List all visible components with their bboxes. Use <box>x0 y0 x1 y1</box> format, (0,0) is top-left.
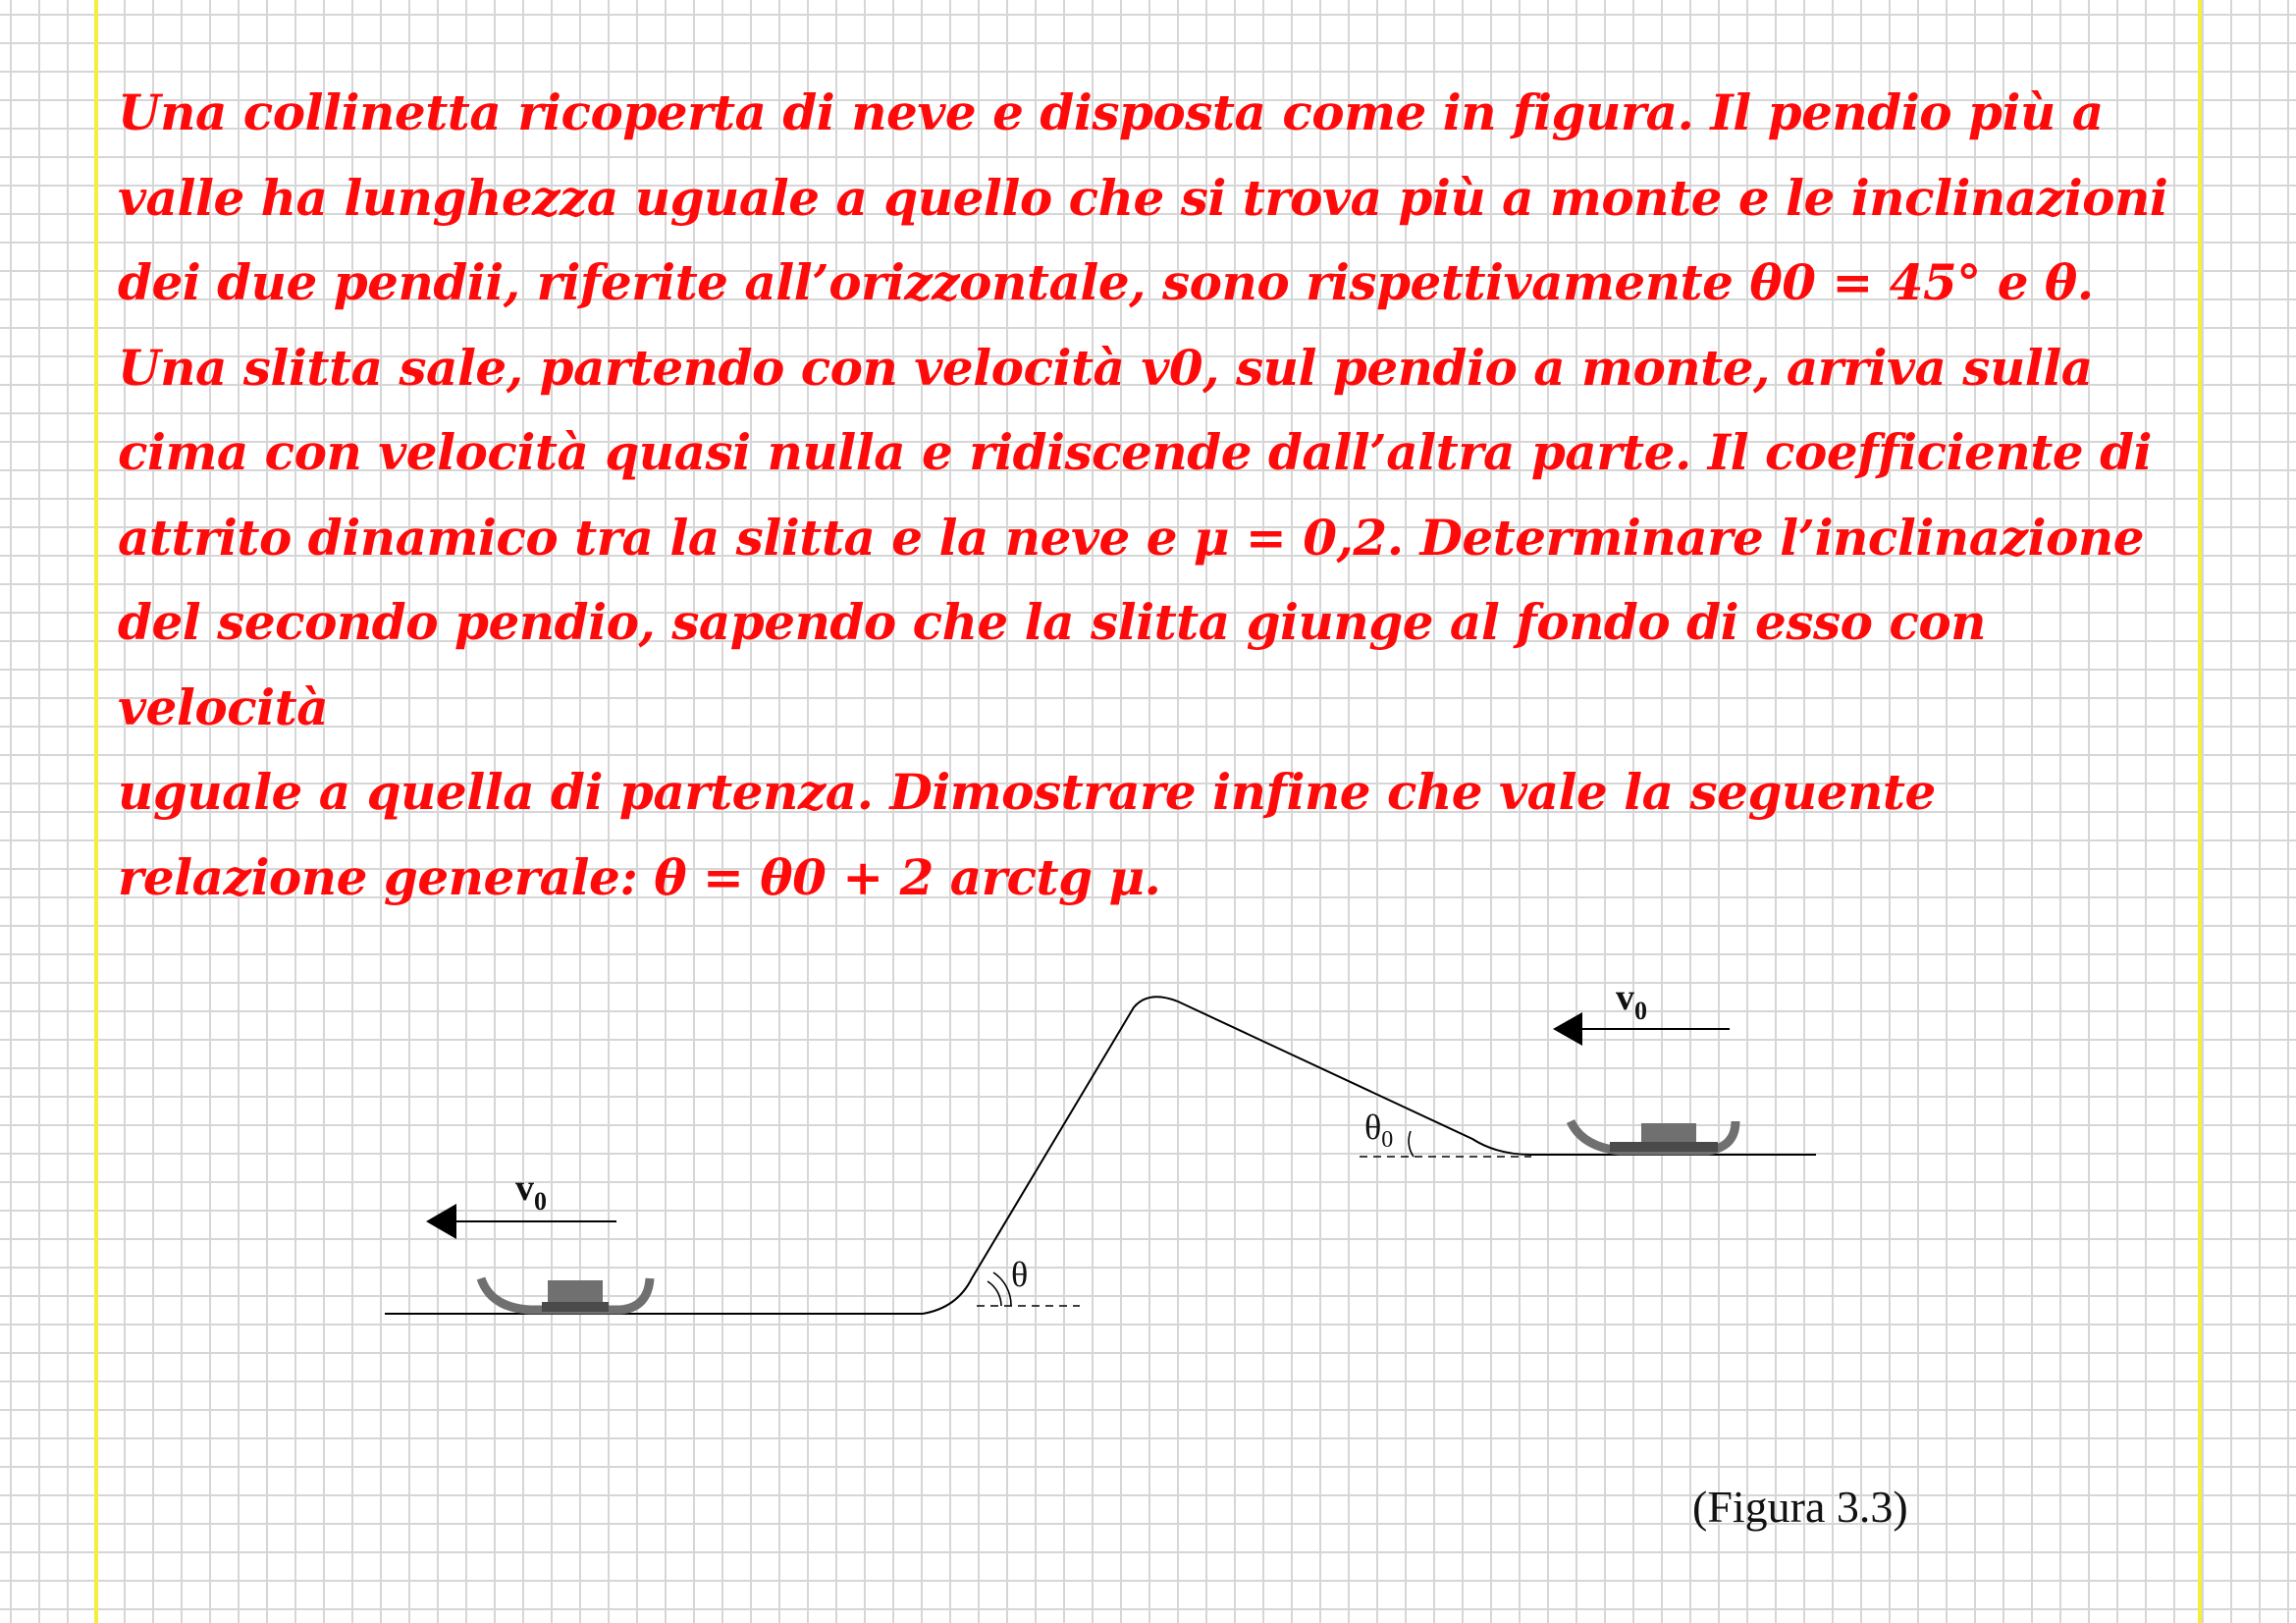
right-sled <box>1571 1121 1735 1152</box>
left-sled <box>481 1278 650 1312</box>
right-sled-base <box>1610 1142 1718 1152</box>
hill-profile <box>923 997 1816 1314</box>
left-sled-seat <box>548 1280 603 1304</box>
problem-statement: Una collinetta ricoperta di neve e disposta come in figura. Il pendio più a valle ha lunghezza uguale a quello che si trova più a monte e le inclinazioni dei due pendii, riferite all’orizzontale, sono rispettivamente θ0 = 45° e θ. Una slitta sale, partendo con velocità v0, sul pendio a monte, arriva sulla cima con velocità quasi nulla e ridiscende dall’altra parte. Il coefficiente di attrito dinamico tra la slitta e la neve e μ = 0,2. Determinare l’inclinazione del secondo pendio, sapendo che la slitta giunge al fondo di esso con velocità uguale a quella di partenza. Dimostrare infine che vale la seguente relazione generale: θ = θ0 + 2 arctg μ. <box>118 83 2168 906</box>
gentle-angle-label: $\theta_0$ <box>1364 1108 1394 1153</box>
steep-angle-arc-inner <box>988 1281 1001 1306</box>
gentle-angle-arc <box>1409 1131 1414 1157</box>
right-velocity-label: $v_0$ <box>1616 977 1647 1025</box>
left-velocity-arrow <box>426 1204 616 1239</box>
steep-angle-label: θ <box>1011 1255 1029 1294</box>
figure-caption: (Figura 3.3) <box>1692 1482 1908 1532</box>
left-velocity-label: $v_0$ <box>515 1167 547 1216</box>
right-sled-seat <box>1641 1123 1696 1145</box>
left-sled-base <box>542 1302 609 1312</box>
